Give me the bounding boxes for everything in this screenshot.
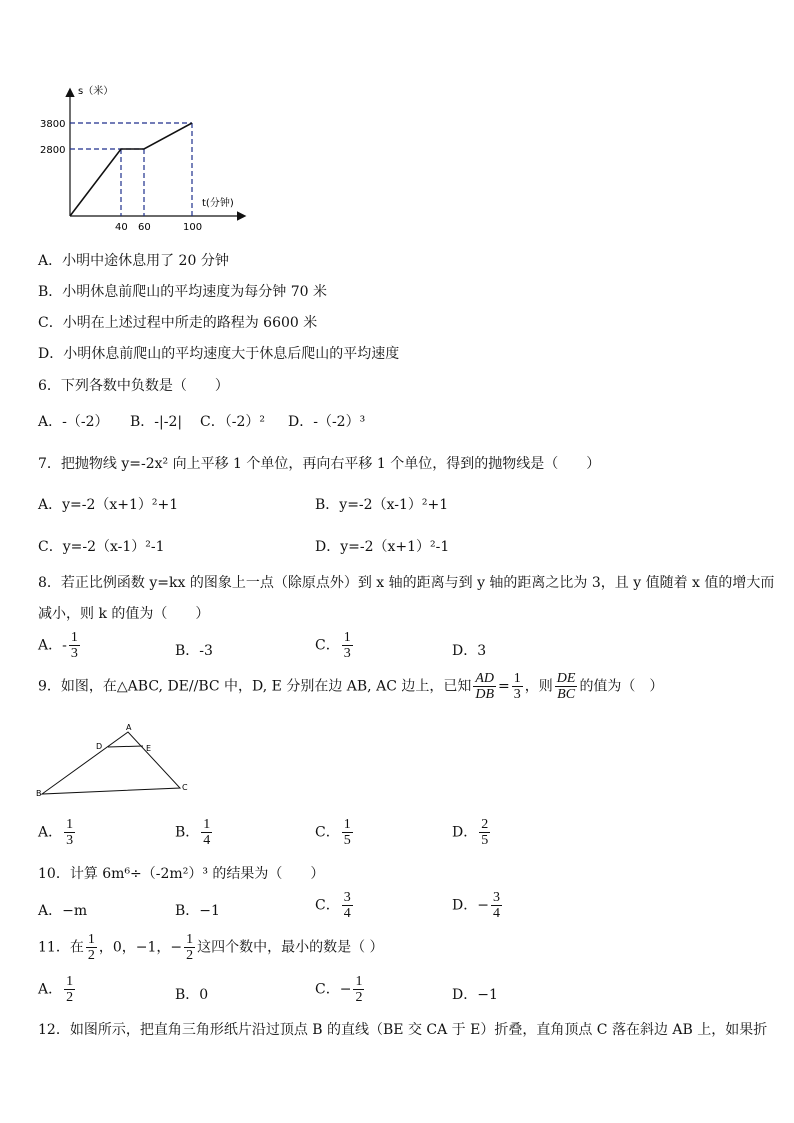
segment-de bbox=[108, 746, 143, 747]
distance-time-graph bbox=[30, 78, 250, 238]
q9-option-b: B． $\frac{1}{4}$ bbox=[175, 817, 211, 848]
q8-option-b: B．-3 bbox=[175, 643, 213, 659]
label-e: E bbox=[146, 744, 152, 753]
q10-option-b: B．−1 bbox=[175, 903, 220, 919]
q9-stem: 9．如图，在△ABC, DE//BC 中，D, E 分别在边 AB, AC 边上，已知 $\frac{AD}{DB}$ = $\frac{1}{3}$ ，则 $\frac{DE}{BC}$ 的值为（ ） bbox=[38, 671, 664, 702]
fraction: $\frac{1}{5}$ bbox=[343, 817, 351, 848]
triangle-figure bbox=[30, 720, 200, 805]
q8-stem-line2: 减小，则 k 的值为（ ） bbox=[38, 606, 210, 622]
q7-option-b: B．y=-2（x-1）²+1 bbox=[315, 497, 449, 513]
x-tick-60: 60 bbox=[138, 222, 151, 233]
q5-option-a: A．小明中途休息用了 20 分钟 bbox=[38, 253, 229, 269]
q7-option-d: D．y=-2（x+1）²-1 bbox=[315, 539, 450, 555]
q6-option-c: C．（-2）² bbox=[200, 414, 265, 430]
q9-option-c: C． $\frac{1}{5}$ bbox=[315, 817, 351, 848]
label-b: B bbox=[36, 789, 42, 798]
q11-option-c: C．− $\frac{1}{2}$ bbox=[315, 974, 363, 1005]
q10-stem: 10．计算 6m⁶÷（-2m²）³ 的结果为（ ） bbox=[38, 866, 325, 882]
x-tick-40: 40 bbox=[115, 222, 128, 233]
q8-stem-line1: 8．若正比例函数 y=kx 的图象上一点（除原点外）到 x 轴的距离与到 y 轴的距离之比为 3，且 y 值随着 x 值的增大而 bbox=[38, 575, 775, 591]
y-axis-label: s（米） bbox=[78, 86, 114, 97]
fraction: $\frac{1}{3}$ bbox=[513, 671, 521, 702]
label-c: C bbox=[182, 783, 188, 792]
q12-stem: 12．如图所示，把直角三角形纸片沿过顶点 B 的直线（BE 交 CA 于 E）折叠，直角顶点 C 落在斜边 AB 上，如果折 bbox=[38, 1022, 768, 1038]
q9-option-d: D． $\frac{2}{5}$ bbox=[452, 817, 489, 848]
q6-option-b: B．-|-2| bbox=[130, 414, 183, 430]
q8-option-a: A．- $\frac{1}{3}$ bbox=[38, 630, 78, 661]
fraction: $\frac{1}{2}$ bbox=[66, 974, 74, 1005]
label-d: D bbox=[96, 742, 103, 751]
y-tick-3800: 3800 bbox=[40, 119, 66, 130]
x-axis-label: t(分钟) bbox=[202, 198, 234, 209]
fraction: $\frac{3}{4}$ bbox=[492, 890, 500, 921]
q8-option-d: D．3 bbox=[452, 643, 487, 659]
y-tick-2800: 2800 bbox=[40, 145, 66, 156]
q5-option-b: B．小明休息前爬山的平均速度为每分钟 70 米 bbox=[38, 284, 328, 300]
q5-option-d: D．小明休息前爬山的平均速度大于休息后爬山的平均速度 bbox=[38, 346, 400, 362]
q11-stem: 11．在 $\frac{1}{2}$ ，0，−1，− $\frac{1}{2}$ 这四个数中，最小的数是（ ） bbox=[38, 932, 384, 963]
triangle-abc bbox=[42, 732, 180, 794]
q6-option-a: A．-（-2） bbox=[38, 414, 109, 430]
fraction: $\frac{1}{3}$ bbox=[66, 817, 74, 848]
fraction: $\frac{1}{3}$ bbox=[70, 630, 78, 661]
x-tick-100: 100 bbox=[183, 222, 203, 233]
fraction: $\frac{2}{5}$ bbox=[481, 817, 489, 848]
q10-option-c: C． $\frac{3}{4}$ bbox=[315, 890, 351, 921]
q10-option-d: D．− $\frac{3}{4}$ bbox=[452, 890, 500, 921]
q10-option-a: A．−m bbox=[38, 903, 88, 919]
q11-option-d: D．−1 bbox=[452, 987, 498, 1003]
fraction: $\frac{3}{4}$ bbox=[343, 890, 351, 921]
q5-option-c: C．小明在上述过程中所走的路程为 6600 米 bbox=[38, 315, 318, 331]
q11-option-b: B．0 bbox=[175, 987, 209, 1003]
fraction: $\frac{1}{2}$ bbox=[355, 974, 363, 1005]
q8-option-c: C． $\frac{1}{3}$ bbox=[315, 630, 351, 661]
q7-stem: 7．把抛物线 y=-2x² 向上平移 1 个单位，再向右平移 1 个单位，得到的抛物线是（ ） bbox=[38, 456, 601, 472]
fraction: $\frac{1}{2}$ bbox=[186, 932, 194, 963]
distance-line bbox=[70, 123, 192, 216]
q6-stem: 6．下列各数中负数是（ ） bbox=[38, 378, 229, 394]
q9-option-a: A． $\frac{1}{3}$ bbox=[38, 817, 74, 848]
q7-option-c: C．y=-2（x-1）²-1 bbox=[38, 539, 165, 555]
q11-option-a: A． $\frac{1}{2}$ bbox=[38, 974, 74, 1005]
label-a: A bbox=[126, 723, 132, 732]
fraction: $\frac{AD}{DB}$ bbox=[475, 671, 495, 702]
fraction: $\frac{DE}{BC}$ bbox=[556, 671, 576, 702]
fraction: $\frac{1}{2}$ bbox=[87, 932, 95, 963]
fraction: $\frac{1}{4}$ bbox=[203, 817, 211, 848]
q7-option-a: A．y=-2（x+1）²+1 bbox=[38, 497, 179, 513]
q6-option-d: D．-（-2）³ bbox=[288, 414, 366, 430]
fraction: $\frac{1}{3}$ bbox=[343, 630, 351, 661]
